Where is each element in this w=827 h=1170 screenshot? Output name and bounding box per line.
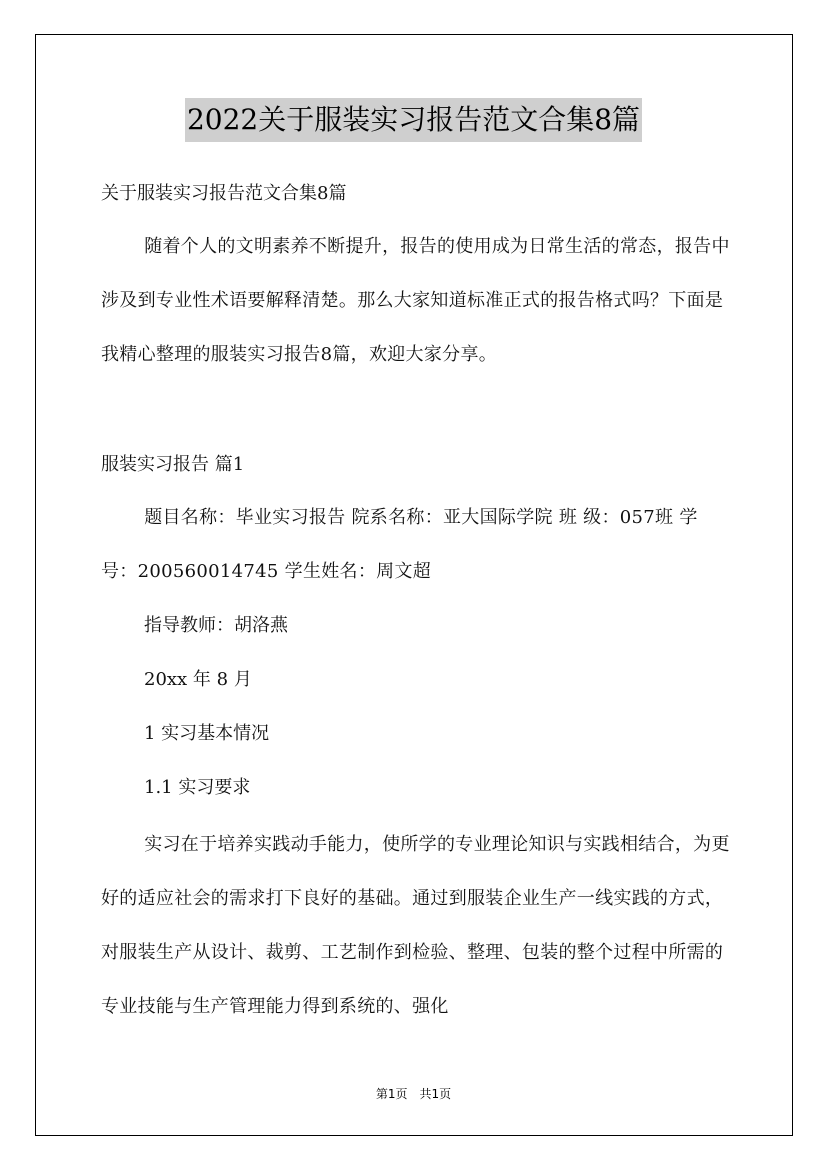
heading-1-1: 1.1 实习要求 (144, 777, 251, 798)
info-paragraph: 题目名称：毕业实习报告 院系名称：亚大国际学院 班 级：057班 学 号：200560014745 学生姓名：周文超 (101, 507, 698, 582)
advisor-line: 指导教师：胡洛燕 (144, 615, 288, 636)
page-footer: 第1页 共1页 (375, 1087, 452, 1101)
document-subtitle: 关于服装实习报告范文合集8篇 (101, 183, 347, 204)
heading-1: 1 实习基本情况 (144, 723, 270, 744)
body-paragraph: 实习在于培养实践动手能力，使所学的专业理论知识与实践相结合，为更好的适应社会的需求打下良好的基础。通过到服装企业生产一线实践的方式，对服装生产从设计、裁剪、工艺制作到检验、整理、包装的整个过程中所需的专业技能与生产管理能力得到系统的、强化 (101, 834, 730, 1017)
document-title: 2022关于服装实习报告范文合集8篇 (185, 98, 642, 142)
section-heading: 服装实习报告 篇1 (101, 454, 245, 475)
title-container (0, 98, 827, 142)
intro-paragraph: 随着个人的文明素养不断提升，报告的使用成为日常生活的常态，报告中涉及到专业性术语要解释清楚。那么大家知道标准正式的报告格式吗？下面是我精心整理的服装实习报告8篇，欢迎大家分享。 (101, 236, 730, 365)
date-line: 20xx 年 8 月 (144, 669, 252, 690)
